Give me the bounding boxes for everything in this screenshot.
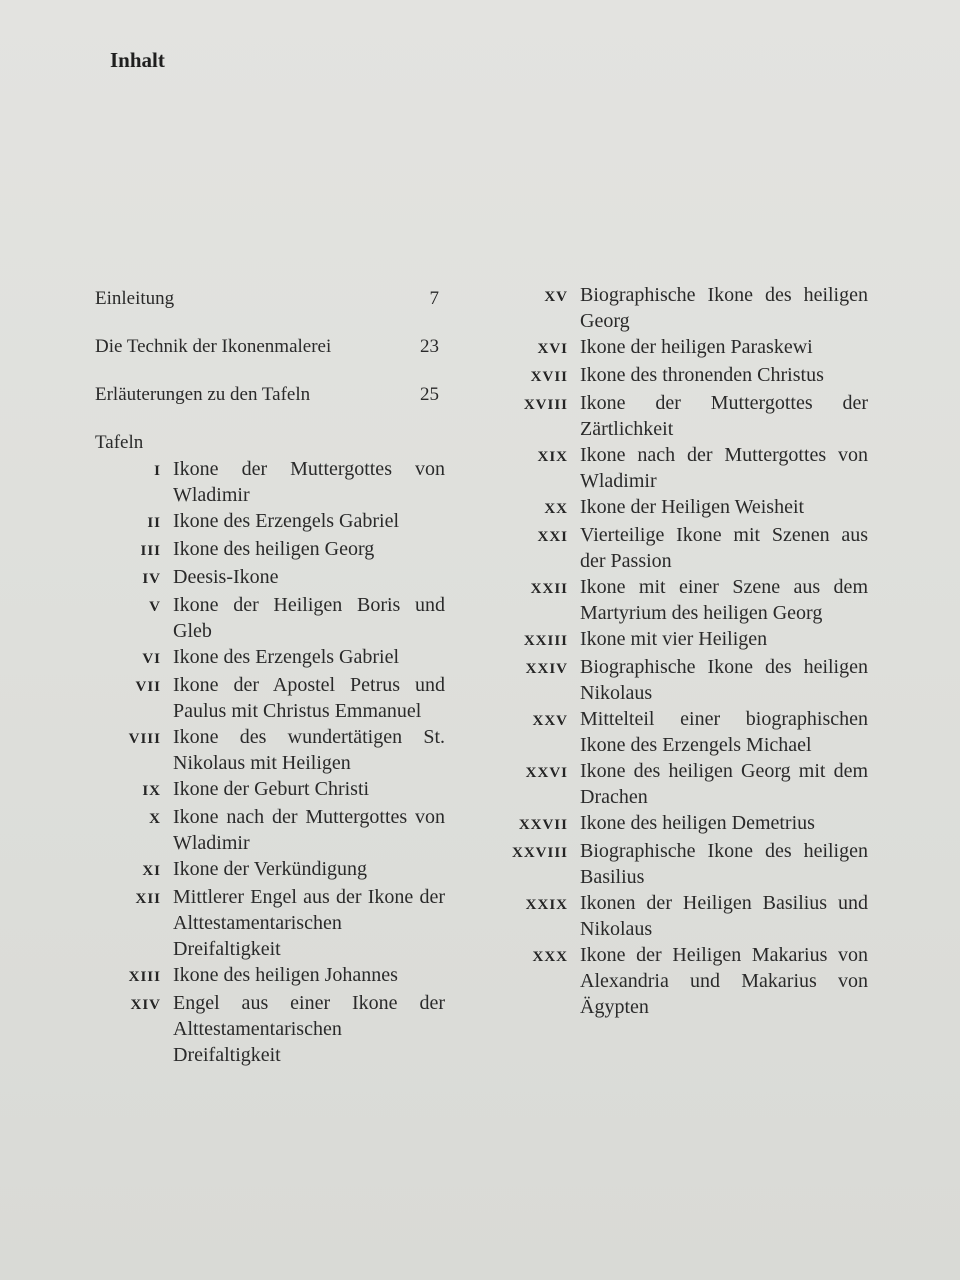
toc-left-column — [95, 288, 445, 1068]
plate-number: XXV — [532, 713, 568, 729]
plate-number: XXVII — [518, 817, 568, 833]
plate-entry — [498, 334, 878, 362]
plate-number: XXVI — [525, 765, 568, 781]
plate-entry — [498, 810, 878, 838]
plate-number: XII — [135, 891, 161, 907]
plate-number: XXVIII — [511, 845, 568, 861]
toc-entry-page: 25 — [420, 384, 439, 405]
plate-title: Ikone des heiligen Georg mit dem Drachen — [580, 760, 868, 808]
plate-entry — [95, 456, 445, 508]
plate-number: XXIII — [523, 633, 568, 649]
plate-title: Ikone der Heiligen Makarius von Alexandria und Makarius von Ägypten — [580, 944, 868, 1018]
toc-entry-page: 7 — [429, 288, 439, 309]
plate-title: Biographische Ikone des heiligen Nikolaus — [580, 656, 868, 704]
plate-title: Biographische Ikone des heiligen Basilius — [580, 840, 868, 888]
plate-entry — [498, 890, 878, 942]
plate-number: XXX — [532, 949, 568, 965]
plate-title: Ikone nach der Muttergottes von Wladimir — [580, 444, 868, 492]
plate-number: VII — [135, 679, 161, 695]
plate-number: VI — [142, 651, 161, 667]
plate-number: II — [147, 515, 161, 531]
plate-number: XVIII — [523, 397, 568, 413]
plate-title: Mittlerer Engel aus der Ikone der Alttestamentarischen Dreifaltigkeit — [173, 886, 445, 960]
plate-number: XVII — [530, 369, 568, 385]
plate-entry — [498, 390, 878, 442]
plate-number: III — [140, 543, 161, 559]
plate-entry — [95, 672, 445, 724]
plate-entry — [498, 442, 878, 494]
toc-entry-technik — [95, 336, 445, 358]
toc-entry-label: Erläuterungen zu den Tafeln — [95, 384, 311, 405]
plate-title: Ikone mit vier Heiligen — [580, 628, 768, 650]
tafeln-heading: Tafeln — [95, 432, 144, 453]
toc-entry-erlaeuterungen — [95, 384, 445, 406]
plate-number: XIII — [128, 969, 161, 985]
plate-title: Ikone mit einer Szene aus dem Martyrium des heiligen Georg — [580, 576, 868, 624]
plate-title: Mittelteil einer biographischen Ikone des Erzengels Michael — [580, 708, 868, 756]
plate-entry — [95, 564, 445, 592]
plate-entry — [498, 838, 878, 890]
plate-title: Engel aus einer Ikone der Alttestamentarischen Dreifaltigkeit — [173, 992, 445, 1066]
plate-entry — [95, 990, 445, 1068]
plate-number: XXII — [530, 581, 568, 597]
page-title: Inhalt — [110, 48, 165, 72]
plate-entry — [95, 962, 445, 990]
plate-title: Ikone der Geburt Christi — [173, 778, 370, 800]
plate-title: Ikone nach der Muttergottes von Wladimir — [173, 806, 445, 854]
plate-entry — [95, 508, 445, 536]
plate-title: Ikone der Apostel Petrus und Paulus mit Christus Emmanuel — [173, 674, 445, 722]
plate-entry — [95, 804, 445, 856]
plate-number: XX — [544, 501, 568, 517]
plate-number: XXIX — [525, 897, 568, 913]
plate-list-left — [95, 456, 445, 1068]
plate-entry — [498, 574, 878, 626]
plate-number: XVI — [537, 341, 568, 357]
plate-entry — [95, 536, 445, 564]
plate-number: IV — [142, 571, 161, 587]
plate-entry — [498, 282, 878, 334]
plate-number: XI — [142, 863, 161, 879]
plate-list-right — [498, 282, 878, 1020]
plate-entry — [498, 654, 878, 706]
plate-number: XXIV — [525, 661, 568, 677]
plate-number: XV — [544, 289, 568, 305]
plate-title: Ikone des heiligen Georg — [173, 538, 375, 560]
plate-number: V — [149, 599, 161, 615]
plate-entry — [95, 724, 445, 776]
plate-number: X — [149, 811, 161, 827]
plate-entry — [498, 362, 878, 390]
plate-number: XIX — [537, 449, 568, 465]
plate-title: Ikone der Verkündigung — [173, 858, 368, 880]
plate-entry — [95, 644, 445, 672]
plate-number: VIII — [128, 731, 161, 747]
toc-entry-label: Die Technik der Ikonenmalerei — [95, 336, 332, 357]
toc-entry-label: Einleitung — [95, 288, 175, 309]
plate-entry — [498, 522, 878, 574]
plate-entry — [498, 758, 878, 810]
plate-entry — [95, 884, 445, 962]
plate-title: Ikonen der Heiligen Basilius und Nikolaus — [580, 892, 868, 940]
plate-entry — [498, 942, 878, 1020]
plate-number: I — [154, 463, 161, 479]
plate-title: Vierteilige Ikone mit Szenen aus der Passion — [580, 524, 868, 572]
plate-entry — [95, 776, 445, 804]
plate-title: Ikone des wundertätigen St. Nikolaus mit Heiligen — [173, 726, 445, 774]
plate-entry — [95, 592, 445, 644]
plate-number: XXI — [537, 529, 568, 545]
toc-entry-einleitung — [95, 288, 445, 310]
plate-title: Biographische Ikone des heiligen Georg — [580, 284, 868, 332]
plate-title: Deesis-Ikone — [173, 566, 279, 588]
plate-title: Ikone des Erzengels Gabriel — [173, 646, 400, 668]
plate-entry — [498, 626, 878, 654]
toc-right-column — [498, 282, 878, 1020]
plate-number: IX — [142, 783, 161, 799]
plate-title: Ikone des heiligen Demetrius — [580, 812, 815, 834]
plate-title: Ikone der Muttergottes von Wladimir — [173, 458, 445, 506]
plate-title: Ikone des heiligen Johannes — [173, 964, 398, 986]
plate-title: Ikone der Muttergottes der Zärtlichkeit — [580, 392, 868, 440]
toc-entry-page: 23 — [420, 336, 439, 357]
plate-entry — [95, 856, 445, 884]
plate-title: Ikone des Erzengels Gabriel — [173, 510, 400, 532]
plate-title: Ikone des thronenden Christus — [580, 364, 824, 386]
plate-entry — [498, 706, 878, 758]
plate-title: Ikone der Heiligen Weisheit — [580, 496, 805, 518]
plate-title: Ikone der Heiligen Boris und Gleb — [173, 594, 445, 642]
plate-entry — [498, 494, 878, 522]
plate-title: Ikone der heiligen Paraskewi — [580, 336, 813, 358]
plate-number: XIV — [130, 997, 161, 1013]
